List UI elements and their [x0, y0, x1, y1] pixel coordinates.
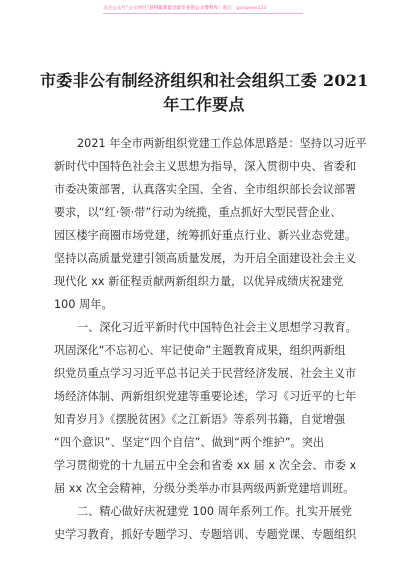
body-line: “四个意识”、坚定“四个自信”、做到“两个维护”。突出 — [54, 436, 325, 449]
body-line: 场经济体制、两新组织党建等重要论述，学习《习近平的七年 — [54, 390, 357, 403]
body-line: 100 周年。 — [54, 298, 113, 311]
section-heading-line: 二、精心做好庆祝建党 100 周年系列工作。扎实开展党 — [77, 505, 352, 518]
body-line: 新时代中国特色社会主义思想为指导，深入贯彻中央、省委和 — [54, 160, 357, 173]
body-line: 2021 年全市两新组织党建工作总体思路是：坚持以习近平 — [77, 137, 367, 150]
section-heading-line: 一、深化习近平新时代中国特色社会主义思想学习教育。 — [77, 321, 357, 334]
banner-underline — [103, 13, 303, 14]
body-line: 学习贯彻党的十九届五中全会和省委 xx 届 x 次全会、市委 x — [54, 459, 357, 472]
body-line: 坚持以高质量党建引领高质量发展，为开启全面建设社会主义 — [54, 252, 357, 265]
banner-contact-value: gongwen123 — [236, 6, 267, 11]
banner-promo-text: 获得最新最全最专业的公文资料库！ — [149, 6, 223, 11]
body-line: 巩固深化“不忘初心、牢记使命”主题教育成果，组织两新组 — [54, 344, 346, 357]
banner-contact-label: 微信： — [222, 6, 237, 11]
body-line: 史学习教育，抓好专题学习、专题培训、专题党课、专题组织 — [54, 528, 357, 541]
body-line: 市委决策部署，认真落实全国、全省、全市组织部长会议部署 — [54, 183, 357, 196]
document-title-line-1: 市委非公有制经济组织和社会组织工委 2021 — [40, 71, 369, 90]
body-line: 要求，以“红·领·带”行动为统揽，重点抓好大型民营企业、 — [54, 206, 342, 219]
banner-label: 关注公众号“公文研究” — [103, 6, 150, 11]
body-line: 织党员重点学习习近平总书记关于民营经济发展、社会主义市 — [54, 367, 357, 380]
body-line: 现代化 xx 新征程贡献两新组织力量，以优异成绩庆祝建党 — [54, 275, 344, 288]
body-line: 园区楼宇商圈市场党建，统筹抓好重点行业、新兴业态党建。 — [54, 229, 357, 242]
body-line: 知青岁月》《摆脱贫困》《之江新语》等系列书籍，自觉增强 — [54, 413, 346, 426]
body-line: 届 xx 次全会精神，分级分类举办市县两级两新党建培训班。 — [54, 482, 355, 495]
document-title-line-2: 年工作要点 — [163, 95, 245, 114]
